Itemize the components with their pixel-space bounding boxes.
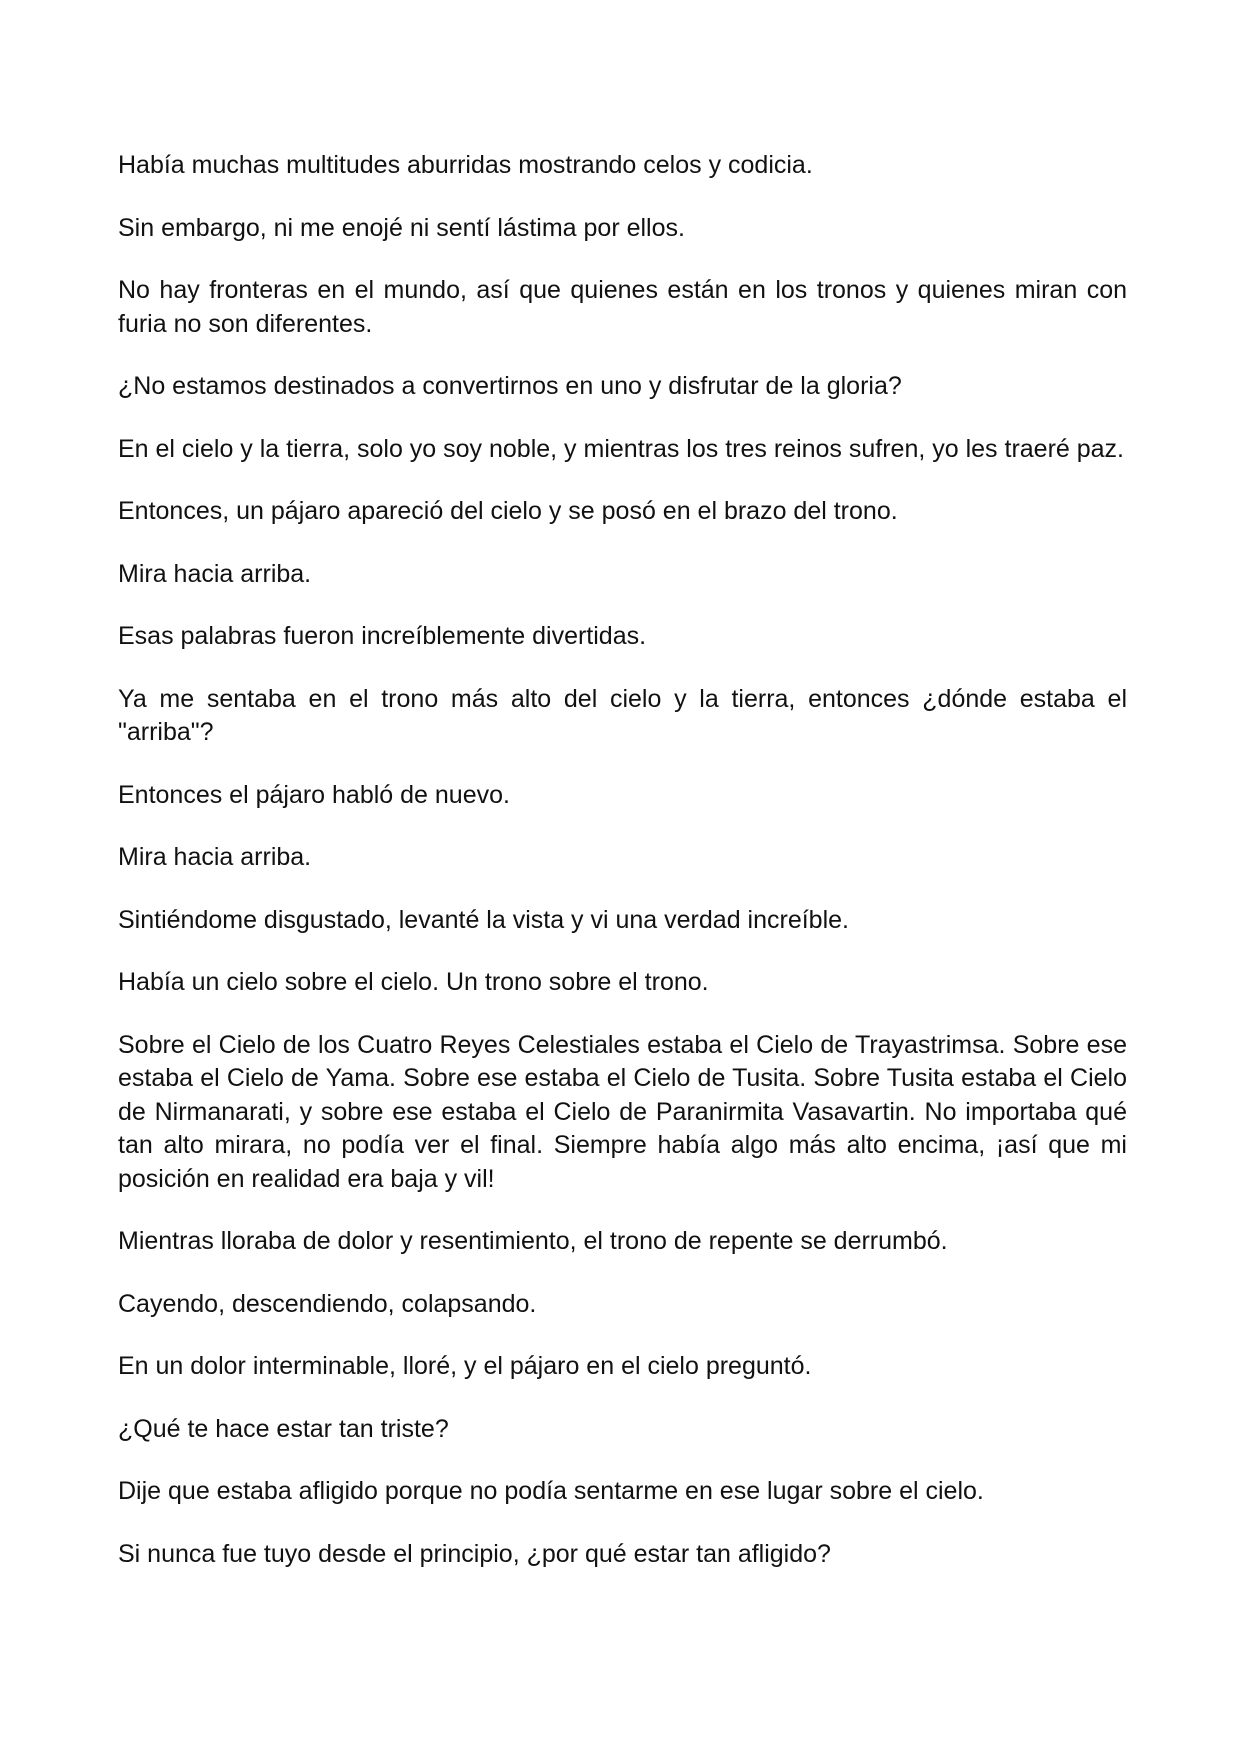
paragraph: Sintiéndome disgustado, levanté la vista y vi una verdad increíble. xyxy=(118,905,849,934)
paragraph: Entonces el pájaro habló de nuevo. xyxy=(118,780,510,809)
paragraph: Esas palabras fueron increíblemente divertidas. xyxy=(118,622,647,650)
paragraph: Ya me sentaba en el trono más alto del cielo y la tierra, entonces ¿dónde estaba el "arriba"? xyxy=(118,684,1127,746)
paragraph: En un dolor interminable, lloré, y el pájaro en el cielo preguntó. xyxy=(118,1352,812,1380)
paragraph: Mira hacia arriba. xyxy=(118,843,312,871)
paragraph: En el cielo y la tierra, solo yo soy noble, y mientras los tres reinos sufren, yo les traeré paz. xyxy=(118,434,1125,463)
paragraph: Si nunca fue tuyo desde el principio, ¿por qué estar tan afligido? xyxy=(118,1539,831,1568)
paragraph: ¿No estamos destinados a convertirnos en uno y disfrutar de la gloria? xyxy=(118,372,902,400)
paragraph: Entonces, un pájaro apareció del cielo y se posó en el brazo del trono. xyxy=(118,497,898,525)
paragraph: Cayendo, descendiendo, colapsando. xyxy=(118,1289,537,1318)
paragraph: Mientras lloraba de dolor y resentimiento, el trono de repente se derrumbó. xyxy=(118,1227,948,1255)
paragraph: Mira hacia arriba. xyxy=(118,559,312,588)
paragraph: Había un cielo sobre el cielo. Un trono sobre el trono. xyxy=(118,968,709,996)
document-body xyxy=(118,149,1127,1600)
paragraph: Había muchas multitudes aburridas mostrando celos y codicia. xyxy=(118,151,813,179)
paragraph: Sobre el Cielo de los Cuatro Reyes Celestiales estaba el Cielo de Trayastrimsa. Sobre ese estaba el Cielo de Yama. Sobre ese estaba el Cielo de Tusita. Sobre Tusita estaba el Cielo de Nirmanarati, y sobre ese estaba el Cielo de Paranirmita Vasavartin. No importaba qué tan alto mirara, no podía ver el final. Siempre había algo más alto encima, ¡así que mi posición en realidad era baja y vil! xyxy=(118,1030,1127,1193)
paragraph: No hay fronteras en el mundo, así que quienes están en los tronos y quienes miran con furia no son diferentes. xyxy=(118,276,1127,338)
paragraph: Dije que estaba afligido porque no podía sentarme en ese lugar sobre el cielo. xyxy=(118,1477,984,1505)
paragraph: ¿Qué te hace estar tan triste? xyxy=(118,1414,449,1443)
paragraph: Sin embargo, ni me enojé ni sentí lástima por ellos. xyxy=(118,213,685,242)
